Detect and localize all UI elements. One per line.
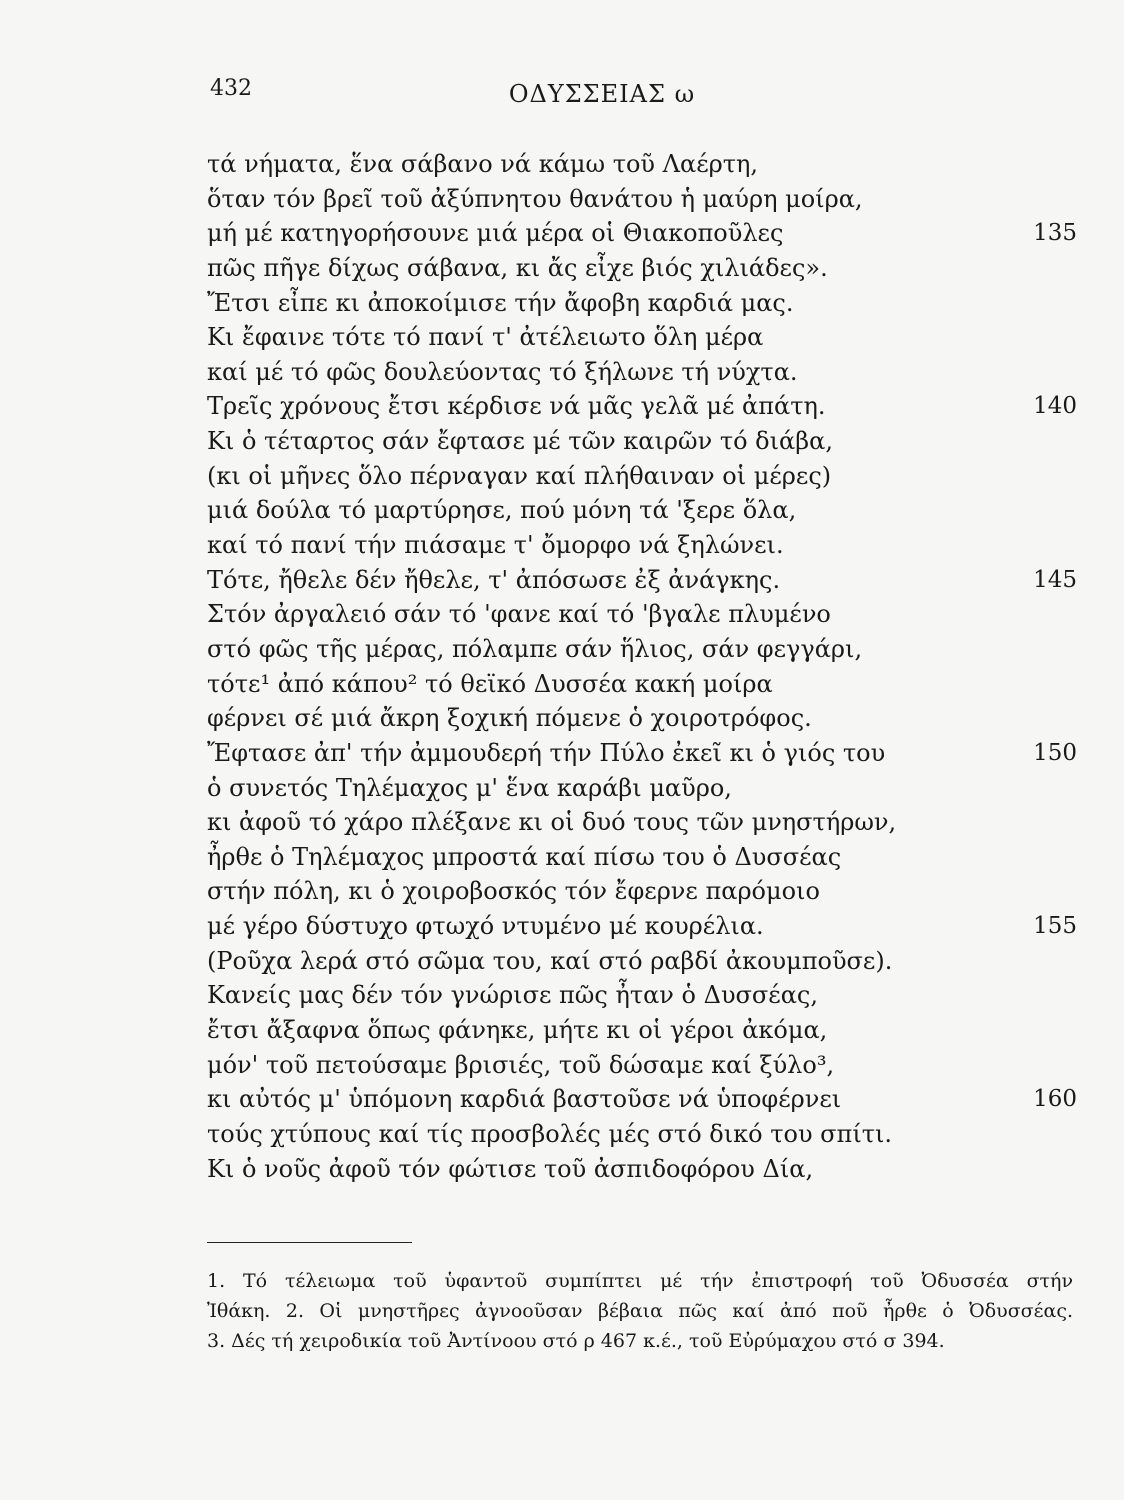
verse-line [207,147,1077,182]
verse-line [207,563,1077,598]
verse-line [207,944,1077,979]
line-number: 160 [1033,1086,1077,1113]
verse-text: κι αὐτός μ' ὑπόμονη καρδιά βαστοῦσε νά ὑποφέρνει [207,1085,842,1114]
verse-line [207,459,1077,494]
verse-line [207,216,1077,251]
running-head: ΟΔΥΣΣΕΙΑΣ ω [508,80,696,108]
verse-text: τότε¹ ἀπό κάπου² τό θεϊκό Δυσσέα κακή μοίρα [207,669,773,698]
line-number: 135 [1033,220,1077,247]
verse-text: Τότε, ἤθελε δέν ἤθελε, τ' ἀπόσωσε ἐξ ἀνάγκης. [207,565,781,594]
line-number: 150 [1033,739,1077,766]
line-number: 140 [1033,393,1077,420]
verse-text: ὁ συνετός Τηλέμαχος μ' ἕνα καράβι μαῦρο, [207,773,732,802]
verse-text: Κι ὁ νοῦς ἀφοῦ τόν φώτισε τοῦ ἀσπιδοφόρου Δία, [207,1154,814,1183]
verse-line [207,701,1077,736]
verse-line [207,1152,1077,1187]
verse-line [207,182,1077,217]
verse-text: Στόν ἀργαλειό σάν τό 'φανε καί τό 'βγαλε πλυμένο [207,600,831,629]
footnote-line: Ἰθάκη. 2. Οἱ μνηστῆρες ἀγνοοῦσαν βέβαια πῶς καί ἀπό ποῦ ἦρθε ὁ Ὀδυσσέας. [207,1300,1073,1322]
verse-line [207,355,1077,390]
verse-line [207,840,1077,875]
verse-text: μέ γέρο δύστυχο φτωχό ντυμένο μέ κουρέλια. [207,912,764,941]
verse-text: κι ἀφοῦ τό χάρο πλέξανε κι οἱ δυό τους τῶν μνηστήρων, [207,808,897,837]
verse-text: τά νήματα, ἕνα σάβανο νά κάμω τοῦ Λαέρτη, [207,150,759,178]
footnote-line: 1. Τό τέλειωμα τοῦ ὑφαντοῦ συμπίπτει μέ τήν ἐπιστροφή τοῦ Ὀδυσσέα στήν [207,1270,1073,1292]
verse-line [207,597,1077,632]
verse-text: ἦρθε ὁ Τηλέμαχος μπροστά καί πίσω του ὁ Δυσσέας [207,842,842,871]
footnote-line: 3. Δές τή χειροδικία τοῦ Ἀντίνοου στό ρ 467 κ.έ., τοῦ Εὐρύμαχου στό σ 394. [207,1330,945,1352]
verse-text: μή μέ κατηγορήσουνε μιά μέρα οἱ Θιακοποῦλες [207,219,784,248]
verse-text: ἔτσι ἄξαφνα ὅπως φάνηκε, μήτε κι οἱ γέροι ἀκόμα, [207,1016,828,1045]
verse-text: Κι ὁ τέταρτος σάν ἔφτασε μέ τῶν καιρῶν τό διάβα, [207,427,833,456]
line-number: 155 [1033,913,1077,940]
verse-line [207,1048,1077,1083]
verse-line [207,909,1077,944]
verse-line [207,320,1077,355]
verse-line [207,389,1077,424]
verse-text: μιά δούλα τό μαρτύρησε, πού μόνη τά 'ξερε ὅλα, [207,496,797,525]
verse-line [207,736,1077,771]
verse-text: Κανείς μας δέν τόν γνώρισε πῶς ἦταν ὁ Δυσσέας, [207,981,819,1010]
verse-line [207,286,1077,321]
verse-text: ὅταν τόν βρεῖ τοῦ ἀξύπνητου θανάτου ἡ μαύρη μοίρα, [207,184,863,213]
verse-block [207,147,1077,1186]
page-number: 432 [210,76,252,101]
line-number: 145 [1033,566,1077,593]
verse-text: (Ροῦχα λερά στό σῶμα του, καί στό ραβδί ἀκουμποῦσε). [207,946,893,975]
verse-text: Κι ἔφαινε τότε τό πανί τ' ἀτέλειωτο ὅλη μέρα [207,323,764,352]
verse-text: (κι οἱ μῆνες ὅλο πέρναγαν καί πλήθαιναν οἱ μέρες) [207,461,832,490]
verse-line [207,1013,1077,1048]
verse-line [207,874,1077,909]
verse-text: Ἔφτασε ἀπ' τήν ἀμμουδερή τήν Πύλο ἐκεῖ κι ὁ γιός του [207,738,886,767]
verse-text: καί μέ τό φῶς δουλεύοντας τό ξήλωνε τή νύχτα. [207,357,798,386]
verse-text: στό φῶς τῆς μέρας, πόλαμπε σάν ἥλιος, σάν φεγγάρι, [207,634,863,663]
verse-text: πῶς πῆγε δίχως σάβανα, κι ἄς εἶχε βιός χιλιάδες». [207,253,828,282]
verse-text: φέρνει σέ μιά ἄκρη ξοχική πόμενε ὁ χοιροτρόφος. [207,704,812,733]
verse-line [207,978,1077,1013]
verse-line [207,805,1077,840]
verse-line [207,667,1077,702]
footnote-divider [207,1242,412,1243]
verse-text: καί τό πανί τήν πιάσαμε τ' ὄμορφο νά ξηλώνει. [207,531,784,560]
verse-text: Τρεῖς χρόνους ἔτσι κέρδισε νά μᾶς γελᾶ μέ ἀπάτη. [207,392,826,421]
verse-text: Ἔτσι εἶπε κι ἀποκοίμισε τήν ἄφοβη καρδιά μας. [207,288,794,317]
verse-line [207,1082,1077,1117]
verse-line [207,632,1077,667]
verse-line [207,771,1077,806]
verse-line [207,1117,1077,1152]
verse-line [207,528,1077,563]
verse-line [207,251,1077,286]
verse-line [207,493,1077,528]
verse-text: μόν' τοῦ πετούσαμε βρισιές, τοῦ δώσαμε καί ξύλο³, [207,1050,835,1079]
verse-text: στήν πόλη, κι ὁ χοιροβοσκός τόν ἔφερνε παρόμοιο [207,877,820,906]
verse-line [207,424,1077,459]
footnotes [207,1266,1073,1356]
verse-text: τούς χτύπους καί τίς προσβολές μές στό δικό του σπίτι. [207,1119,893,1148]
